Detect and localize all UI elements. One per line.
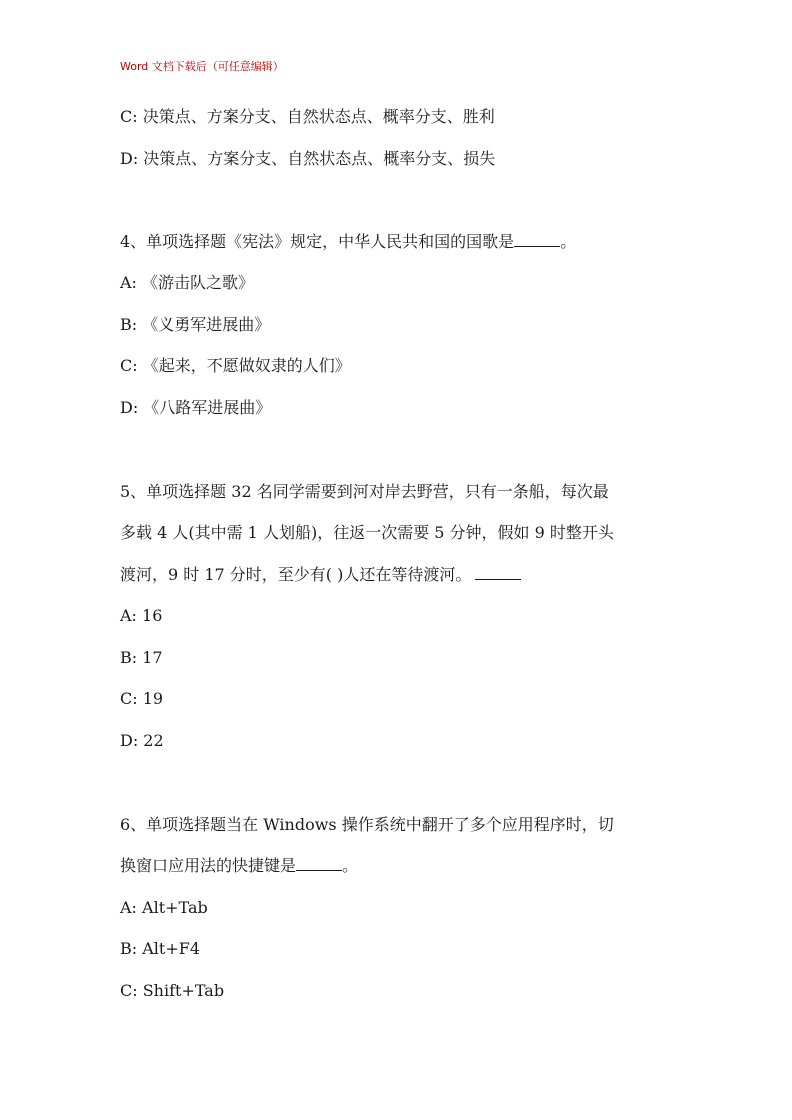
question-6-stem-line-2-text: 换窗口应用法的快捷键是 bbox=[120, 856, 297, 875]
question-4-option-d: D: 《八路军进展曲》 bbox=[120, 398, 272, 417]
prev-question-option-c: C: 决策点、方案分支、自然状态点、概率分支、胜利 bbox=[120, 107, 495, 126]
answer-blank bbox=[475, 565, 521, 580]
answer-blank bbox=[296, 856, 342, 871]
question-4-option-b: B: 《义勇军进展曲》 bbox=[120, 315, 271, 334]
question-4-stem-end: 。 bbox=[560, 232, 577, 251]
prev-question-option-d: D: 决策点、方案分支、自然状态点、概率分支、损失 bbox=[120, 149, 496, 168]
answer-blank bbox=[514, 232, 560, 247]
question-5-option-c: C: 19 bbox=[120, 689, 164, 708]
question-4-stem-text: 4、单项选择题《宪法》规定，中华人民共和国的国歌是 bbox=[120, 232, 515, 251]
question-5-stem-line-1: 5、单项选择题 32 名同学需要到河对岸去野营，只有一条船，每次最 bbox=[120, 482, 609, 501]
question-6-stem-line-2 bbox=[120, 856, 358, 876]
question-5-stem-line-3 bbox=[120, 565, 521, 585]
document-header: Word 文档下载后（可任意编辑） bbox=[120, 60, 284, 73]
question-5-option-d: D: 22 bbox=[120, 731, 164, 750]
question-5-option-b: B: 17 bbox=[120, 648, 163, 667]
question-5-option-a: A: 16 bbox=[120, 606, 163, 625]
question-6-stem-line-1: 6、单项选择题当在 Windows 操作系统中翻开了多个应用程序时，切 bbox=[120, 815, 614, 834]
question-5-stem-line-2: 多载 4 人(其中需 1 人划船)，往返一次需要 5 分钟，假如 9 时整开头 bbox=[120, 523, 614, 542]
question-4-option-a: A: 《游击队之歌》 bbox=[120, 273, 255, 292]
question-6-option-a: A: Alt+Tab bbox=[120, 898, 208, 917]
question-5-stem-line-3-text: 渡河，9 时 17 分时，至少有( )人还在等待渡河。 bbox=[120, 565, 472, 584]
question-4-option-c: C: 《起来，不愿做奴隶的人们》 bbox=[120, 356, 351, 375]
question-6-stem-end: 。 bbox=[342, 856, 359, 875]
question-6-option-c: C: Shift+Tab bbox=[120, 981, 225, 1000]
question-6-option-b: B: Alt+F4 bbox=[120, 939, 201, 958]
question-4-stem bbox=[120, 232, 576, 252]
